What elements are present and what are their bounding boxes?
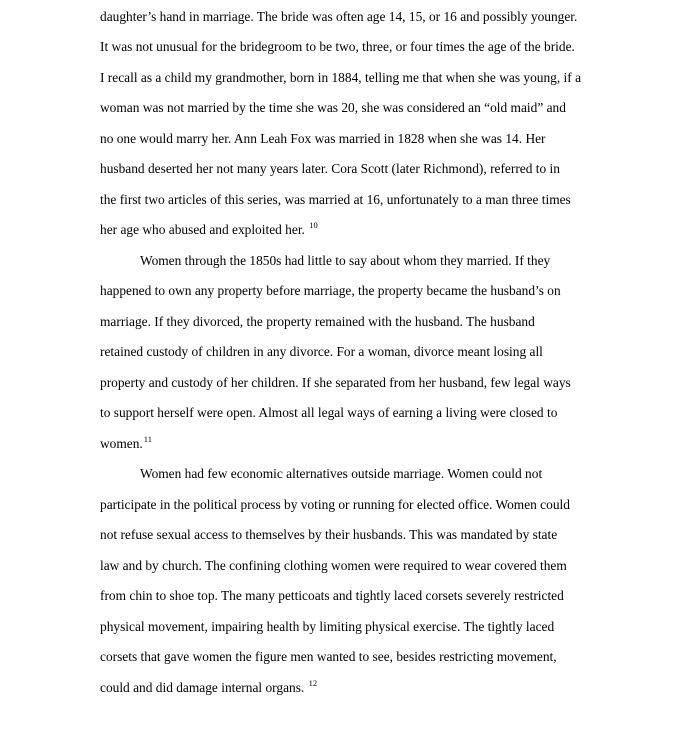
text-line: marriage. If they divorced, the property remained with the husband. The husband [100,314,535,329]
text-line: women. [100,436,143,451]
footnote-ref: 11 [143,434,152,444]
text-line: Women had few economic alternatives outside marriage. Women could not [140,466,543,481]
text-line-with-footnote [100,680,317,697]
text-line: corsets that gave women the figure men wanted to see, besides restricting movement, [100,649,557,664]
text-line: could and did damage internal organs. [100,680,305,695]
text-line: husband deserted her not many years later. Cora Scott (later Richmond), referred to in [100,161,560,176]
text-line: woman was not married by the time she was 20, she was considered an “old maid” and [100,100,566,115]
text-line: no one would marry her. Ann Leah Fox was married in 1828 when she was 14. Her [100,131,546,146]
text-line: happened to own any property before marriage, the property became the husband’s on [100,283,561,298]
text-line: It was not unusual for the bridegroom to be two, three, or four times the age of the bride. [100,39,575,54]
text-line: not refuse sexual access to themselves by their husbands. This was mandated by state [100,527,558,542]
text-line: participate in the political process by voting or running for elected office. Women could [100,497,570,512]
text-line: physical movement, impairing health by limiting physical exercise. The tightly laced [100,619,555,634]
footnote-ref: 12 [308,678,318,688]
text-line-with-footnote [100,436,152,453]
footnote-ref: 10 [309,220,318,230]
text-line: daughter’s hand in marriage. The bride was often age 14, 15, or 16 and possibly younger. [100,9,578,24]
text-line: retained custody of children in any divorce. For a woman, divorce meant losing all [100,344,543,359]
text-line: law and by church. The confining clothing women were required to wear covered them [100,558,567,573]
text-line: Women through the 1850s had little to say about whom they married. If they [140,253,551,268]
text-line: to support herself were open. Almost all legal ways of earning a living were closed to [100,405,558,420]
text-line: her age who abused and exploited her. [100,222,305,237]
text-line: the first two articles of this series, was married at 16, unfortunately to a man three times [100,192,571,207]
text-line: from chin to shoe top. The many petticoats and tightly laced corsets severely restricted [100,588,564,603]
text-line: I recall as a child my grandmother, born in 1884, telling me that when she was young, if a [100,70,582,85]
text-line-with-footnote [100,222,318,239]
text-line: property and custody of her children. If she separated from her husband, few legal ways [100,375,571,390]
